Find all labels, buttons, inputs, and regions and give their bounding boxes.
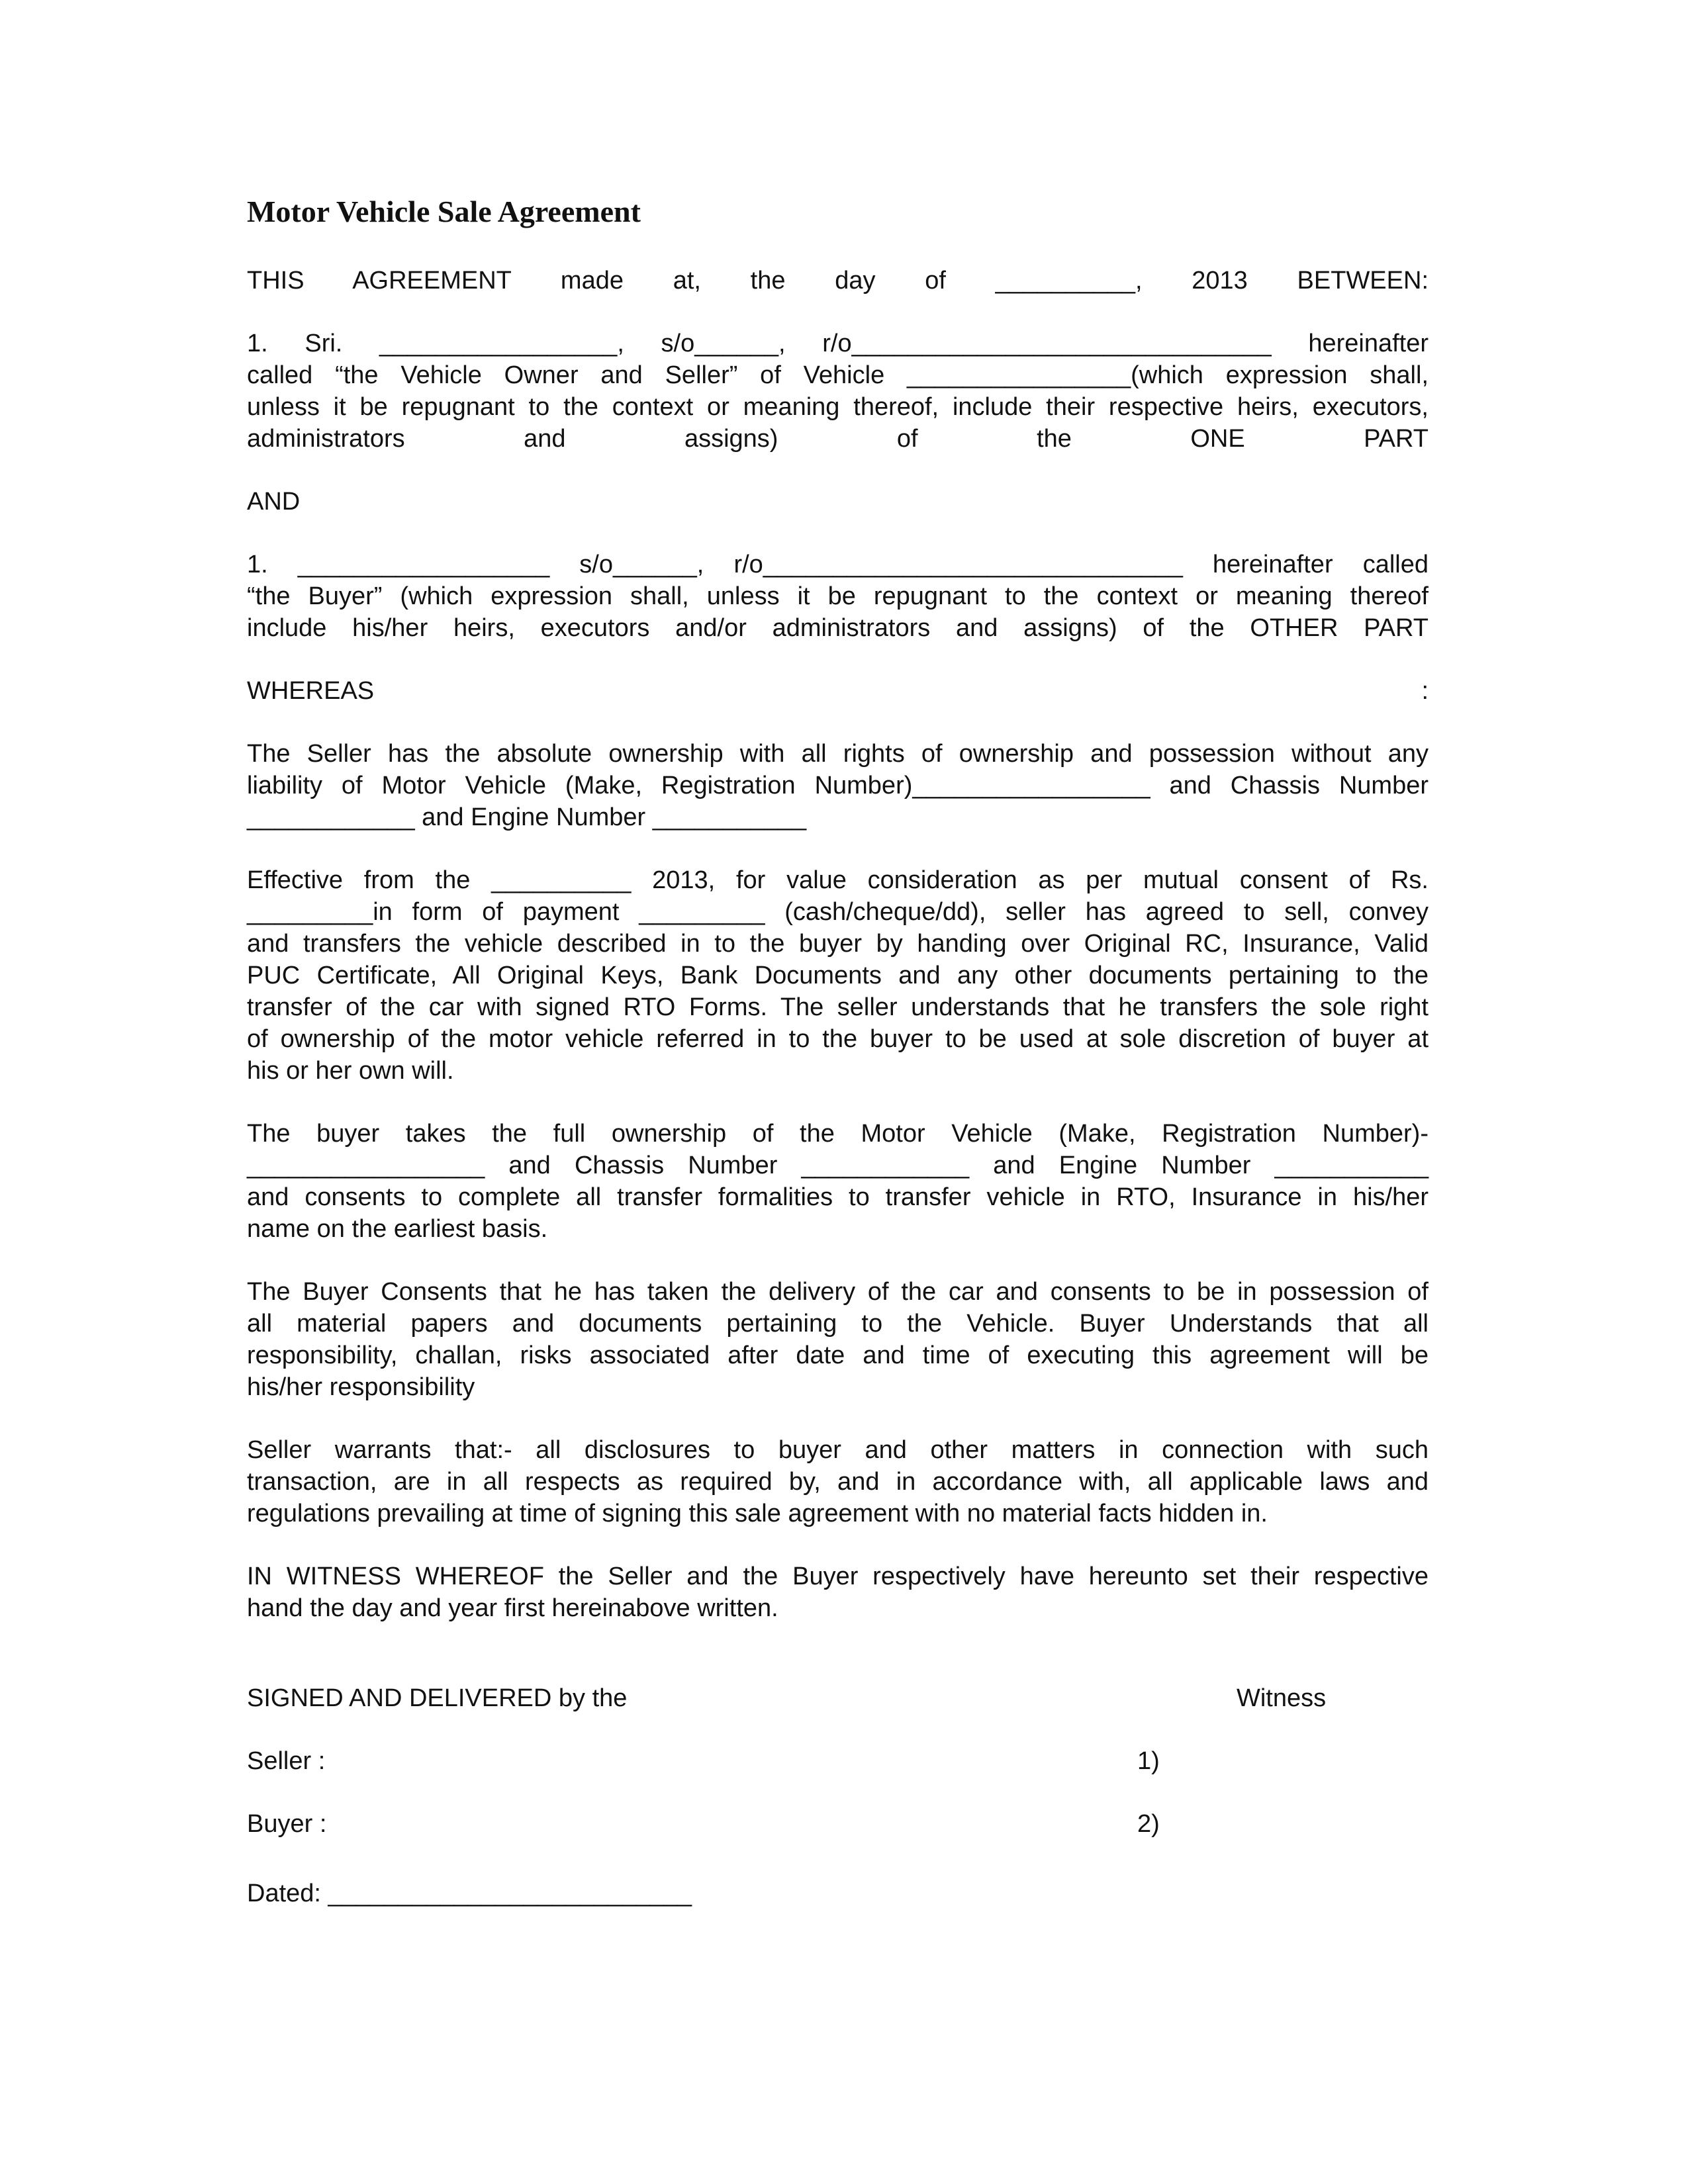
witness-two-label: 2) <box>1137 1810 1160 1838</box>
buyer-takes-clause-line: The buyer takes the full ownership of the Motor Vehicle (Make, Registration Number)- <box>247 1120 1429 1148</box>
witness-clause-line: hand the day and year first hereinabove written. <box>247 1594 778 1622</box>
seller-clause-line: called “the Vehicle Owner and Seller” of Vehicle ________________(which expression shall, <box>247 361 1429 389</box>
buyer-consents-clause-line: responsibility, challan, risks associated after date and time of executing this agreement will be <box>247 1342 1429 1369</box>
document-title: Motor Vehicle Sale Agreement <box>247 195 641 228</box>
seller-clause-line: 1. Sri. _________________, s/o______, r/o______________________________ hereinafter <box>247 330 1429 357</box>
effective-clause-line: of ownership of the motor vehicle referred in to the buyer to be used at sole discretion of buyer at <box>247 1025 1429 1053</box>
ownership-clause <box>247 738 1429 833</box>
effective-clause-line: _________in form of payment _________ (cash/cheque/dd), seller has agreed to sell, convey <box>247 898 1429 926</box>
buyer-clause-line: 1. __________________ s/o______, r/o______________________________ hereinafter called <box>247 551 1429 578</box>
intro-text: THIS AGREEMENT made at, the day of __________, 2013 BETWEEN: <box>247 267 1429 295</box>
effective-clause-line: and transfers the vehicle described in to the buyer by handing over Original RC, Insurance, Valid <box>247 930 1429 958</box>
buyer-clause-line: “the Buyer” (which expression shall, unless it be repugnant to the context or meaning thereof <box>247 582 1429 610</box>
signature-row-signed <box>247 1682 1429 1714</box>
witness-one-label: 1) <box>1137 1747 1160 1775</box>
buyer-consents-clause-line: his/her responsibility <box>247 1373 475 1401</box>
buyer-takes-clause-line: and consents to complete all transfer formalities to transfer vehicle in RTO, Insurance in his/her <box>247 1183 1429 1211</box>
seller-clause <box>247 328 1429 455</box>
whereas-line <box>247 675 1429 707</box>
seller-signature-label: Seller : <box>247 1747 326 1775</box>
whereas-word: WHEREAS <box>247 677 375 705</box>
witness-clause <box>247 1561 1429 1624</box>
signed-delivered-label: SIGNED AND DELIVERED by the <box>247 1684 628 1712</box>
ownership-clause-line: The Seller has the absolute ownership with all rights of ownership and possession without any <box>247 740 1429 768</box>
witness-clause-line: IN WITNESS WHEREOF the Seller and the Buyer respectively have hereunto set their respective <box>247 1563 1429 1590</box>
effective-clause-line: his or her own will. <box>247 1057 454 1085</box>
signature-row-seller <box>247 1745 1429 1777</box>
signature-row-dated <box>247 1878 1429 1909</box>
warranty-clause-line: transaction, are in all respects as required by, and in accordance with, all applicable laws and <box>247 1468 1429 1496</box>
buyer-clause-line: include his/her heirs, executors and/or administrators and assigns) of the OTHER PART <box>247 614 1429 642</box>
buyer-consents-clause-line: all material papers and documents pertaining to the Vehicle. Buyer Understands that all <box>247 1310 1429 1338</box>
and-separator: AND <box>247 488 301 516</box>
buyer-consents-clause <box>247 1276 1429 1403</box>
ownership-clause-line: liability of Motor Vehicle (Make, Registration Number)_________________ and Chassis Number <box>247 772 1429 799</box>
effective-clause-line: PUC Certificate, All Original Keys, Bank Documents and any other documents pertaining to the <box>247 962 1429 989</box>
whereas-colon: : <box>1421 677 1429 705</box>
effective-clause-line: Effective from the __________ 2013, for value consideration as per mutual consent of Rs. <box>247 866 1429 894</box>
buyer-signature-label: Buyer : <box>247 1810 327 1838</box>
warranty-clause-line: regulations prevailing at time of signing this sale agreement with no material facts hidden in. <box>247 1500 1268 1527</box>
buyer-clause <box>247 549 1429 644</box>
warranty-clause <box>247 1434 1429 1529</box>
signature-row-buyer <box>247 1808 1429 1840</box>
buyer-takes-clause-line: _________________ and Chassis Number ____________ and Engine Number ___________ <box>247 1152 1429 1179</box>
effective-clause <box>247 864 1429 1087</box>
warranty-clause-line: Seller warrants that:- all disclosures to buyer and other matters in connection with such <box>247 1436 1429 1464</box>
buyer-consents-clause-line: The Buyer Consents that he has taken the delivery of the car and consents to be in possession of <box>247 1278 1429 1306</box>
seller-clause-line: administrators and assigns) of the ONE PART <box>247 425 1429 453</box>
ownership-clause-line: ____________ and Engine Number ___________ <box>247 803 807 831</box>
agreement-page <box>247 192 1429 1909</box>
effective-clause-line: transfer of the car with signed RTO Forms. The seller understands that he transfers the sole right <box>247 993 1429 1021</box>
intro-line <box>247 265 1429 296</box>
dated-field: Dated: __________________________ <box>247 1880 692 1907</box>
buyer-takes-clause-line: name on the earliest basis. <box>247 1215 548 1243</box>
seller-clause-line: unless it be repugnant to the context or meaning thereof, include their respective heirs, executors, <box>247 393 1429 421</box>
buyer-takes-clause <box>247 1118 1429 1245</box>
witness-label: Witness <box>1237 1684 1327 1712</box>
